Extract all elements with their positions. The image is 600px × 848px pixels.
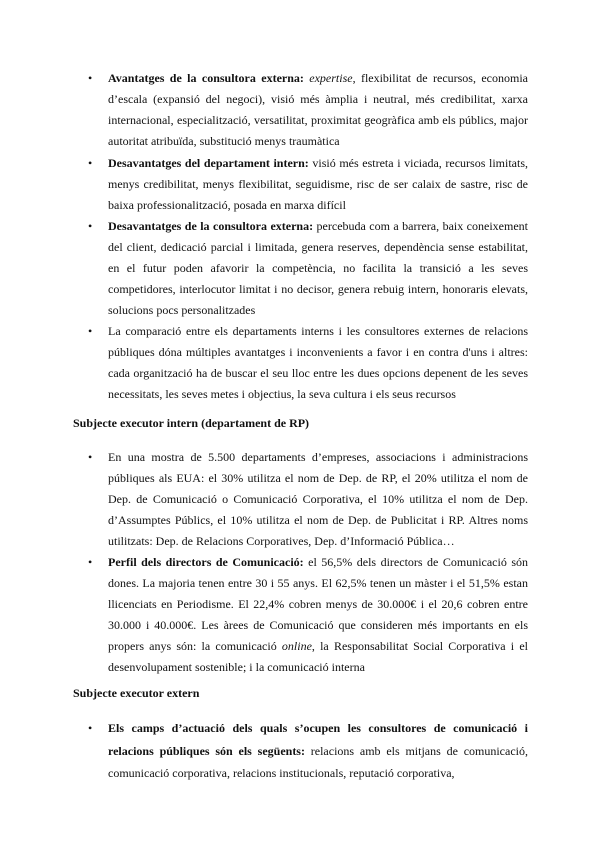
bullet-directors-profile — [108, 552, 528, 679]
bullet-label: Desavantatges de la consultora externa: — [108, 219, 314, 233]
bullet-advantages-external-consultancy — [108, 68, 528, 152]
bullet-text: , flexibilitat de recursos, economia d’escala (expansió del negoci), visió més àmplia i neutral, més credibilitat, xarxa internacional, especialització, versatilitat, proximitat geogràfica amb els públics, major autoritat atribuïda, substitució menys traumàtica — [108, 71, 528, 149]
bullet-text: En una mostra de 5.500 departaments d’empreses, associacions i administracions públiques als EUA: el 30% utilitza el nom de Dep. de RP, el 20% utilitza el nom de Dep. de Comunicació o Comunicació Corporativa, el 10% utilitza el nom de Dep. d’Assumptes Públics, el 10% utilitza el nom de Dep. de Publicitat i RP. Altres noms utilitzats: Dep. de Relacions Corporatives, Dep. d’Informació Pública… — [108, 450, 528, 549]
bullet-text: , la Responsabilitat Social Corporativa i el desenvolupament sostenible; i la comunicació interna — [108, 639, 528, 675]
bullet-label: Els camps d’actuació dels quals s’ocupen les consultores de comunicació i relacions públiques són els següents: — [108, 721, 528, 758]
bullet-fields-of-action — [108, 717, 528, 785]
bullet-text: relacions amb els mitjans de comunicació, comunicació corporativa, relacions institucionals, reputació corporativa, — [108, 743, 528, 780]
bullet-italic-term: online — [281, 639, 312, 654]
bullet-label: Desavantatges del departament intern: — [108, 156, 309, 170]
bullet-text: visió més estreta i viciada, recursos limitats, menys credibilitat, menys flexibilitat, seguidisme, risc de ser calaix de sastre, risc de baixa professionalització, posada en marxa difícil — [108, 156, 528, 213]
bullet-disadvantages-external-consultancy — [108, 216, 528, 321]
bullet-italic-term: expertise — [309, 71, 353, 85]
bullet-sample-departments — [108, 447, 528, 552]
bullet-disadvantages-internal-department — [108, 153, 528, 216]
bullet-text: La comparació entre els departaments interns i les consultores externes de relacions públiques dóna múltiples avantatges i inconvenients a favor i en contra d'uns i altres: cada organització ha de buscar el seu lloc entre les dues opcions depenent de les seves necessitats, les seves metes i objectius, la seva cultura i els seus recursos — [108, 324, 528, 402]
bullet-label: Perfil dels directors de Comunicació: — [108, 555, 304, 569]
bullet-label: Avantatges de la consultora externa: — [108, 71, 304, 85]
section-heading-external: Subjecte executor extern — [73, 686, 200, 700]
bullet-comparison — [108, 321, 528, 405]
bullet-text: percebuda com a barrera, baix coneixement del client, dedicació parcial i limitada, genera reserves, dependència sense estabilitat, en el futur poden afavorir la competència, no facilita la transició a les seves competidores, interlocutor limitat i no decisor, genera rebuig intern, honoraris elevats, solucions pocs personalitzades — [108, 219, 528, 318]
section-heading-internal: Subjecte executor intern (departament de RP) — [73, 416, 310, 430]
bullet-text: el 56,5% dels directors de Comunicació són dones. La majoria tenen entre 30 i 55 anys. El 62,5% tenen un màster i el 51,5% estan llicenciats en Periodisme. El 22,4% cobren menys de 30.000€ i el 20,6 cobren entre 30.000 i 40.000€. Les àrees de Comunicació que consideren més importants en els propers anys són: la comunicació — [108, 555, 528, 654]
